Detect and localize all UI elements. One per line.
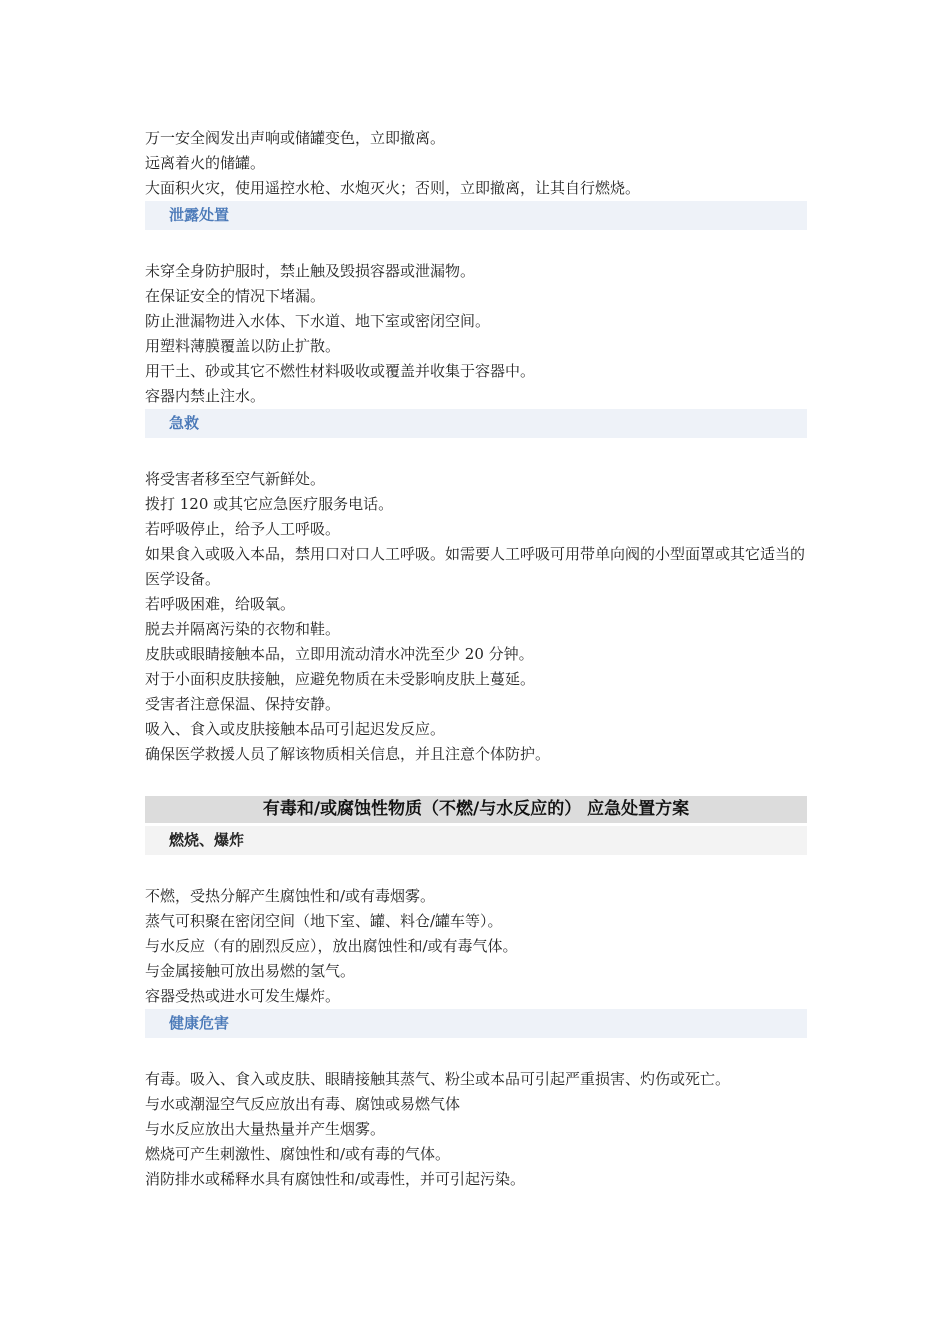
document-page — [145, 126, 807, 1192]
text-line: 不燃，受热分解产生腐蚀性和/或有毒烟雾。 — [145, 887, 436, 905]
text-line: 受害者注意保温、保持安静。 — [145, 695, 341, 713]
text-line: 脱去并隔离污染的衣物和鞋。 — [145, 620, 341, 638]
text-line: 与水或潮湿空气反应放出有毒、腐蚀或易燃气体 — [145, 1095, 461, 1113]
text-line: 未穿全身防护服时，禁止触及毁损容器或泄漏物。 — [145, 262, 476, 280]
fire-explosion-block — [145, 884, 807, 1009]
spill-block — [145, 259, 807, 409]
text-line: 用塑料薄膜覆盖以防止扩散。 — [145, 337, 341, 355]
text-line: 防止泄漏物进入水体、下水道、地下室或密闭空间。 — [145, 312, 491, 330]
section-heading-health: 健康危害 — [145, 1009, 807, 1038]
text-line: 容器内禁止注水。 — [145, 387, 266, 405]
text-line: 与金属接触可放出易燃的氢气。 — [145, 962, 356, 980]
health-block — [145, 1067, 807, 1192]
text-line: 大面积火灾，使用遥控水枪、水炮灭火；否则，立即撤离，让其自行燃烧。 — [145, 179, 641, 197]
text-line: 对于小面积皮肤接触，应避免物质在未受影响皮肤上蔓延。 — [145, 670, 536, 688]
section-heading-spill: 泄露处置 — [145, 201, 807, 230]
text-line: 将受害者移至空气新鲜处。 — [145, 470, 326, 488]
fire-tail-block — [145, 126, 807, 201]
text-line: 皮肤或眼睛接触本品，立即用流动清水冲洗至少 20 分钟。 — [145, 645, 534, 663]
text-line: 用干土、砂或其它不燃性材料吸收或覆盖并收集于容器中。 — [145, 362, 536, 380]
text-line: 拨打 120 或其它应急医疗服务电话。 — [145, 495, 394, 513]
plan-title: 有毒和/或腐蚀性物质（不燃/与水反应的） 应急处置方案 — [145, 796, 807, 823]
text-line: 与水反应（有的剧烈反应），放出腐蚀性和/或有毒气体。 — [145, 937, 518, 955]
text-line: 万一安全阀发出声响或储罐变色，立即撤离。 — [145, 129, 446, 147]
text-line: 在保证安全的情况下堵漏。 — [145, 287, 326, 305]
first-aid-block — [145, 467, 807, 767]
text-line: 确保医学救援人员了解该物质相关信息，并且注意个体防护。 — [145, 745, 551, 763]
spacer — [145, 230, 807, 259]
text-line: 燃烧可产生刺激性、腐蚀性和/或有毒的气体。 — [145, 1145, 451, 1163]
text-line: 远离着火的储罐。 — [145, 154, 266, 172]
text-line: 有毒。吸入、食入或皮肤、眼睛接触其蒸气、粉尘或本品可引起严重损害、灼伤或死亡。 — [145, 1070, 731, 1088]
spacer — [145, 438, 807, 467]
text-line: 若呼吸停止，给予人工呼吸。 — [145, 520, 341, 538]
text-line: 容器受热或进水可发生爆炸。 — [145, 987, 341, 1005]
spacer — [145, 855, 807, 884]
spacer — [145, 1038, 807, 1067]
text-line: 消防排水或稀释水具有腐蚀性和/或毒性，并可引起污染。 — [145, 1170, 526, 1188]
text-line: 蒸气可积聚在密闭空间（地下室、罐、料仓/罐车等）。 — [145, 912, 503, 930]
text-line: 如果食入或吸入本品，禁用口对口人工呼吸。如需要人工呼吸可用带单向阀的小型面罩或其它适当的医学设备。 — [145, 545, 806, 588]
section-heading-first-aid: 急救 — [145, 409, 807, 438]
text-line: 与水反应放出大量热量并产生烟雾。 — [145, 1120, 386, 1138]
text-line: 吸入、食入或皮肤接触本品可引起迟发反应。 — [145, 720, 446, 738]
text-line: 若呼吸困难，给吸氧。 — [145, 595, 296, 613]
section-heading-fire-explosion: 燃烧、爆炸 — [145, 826, 807, 855]
